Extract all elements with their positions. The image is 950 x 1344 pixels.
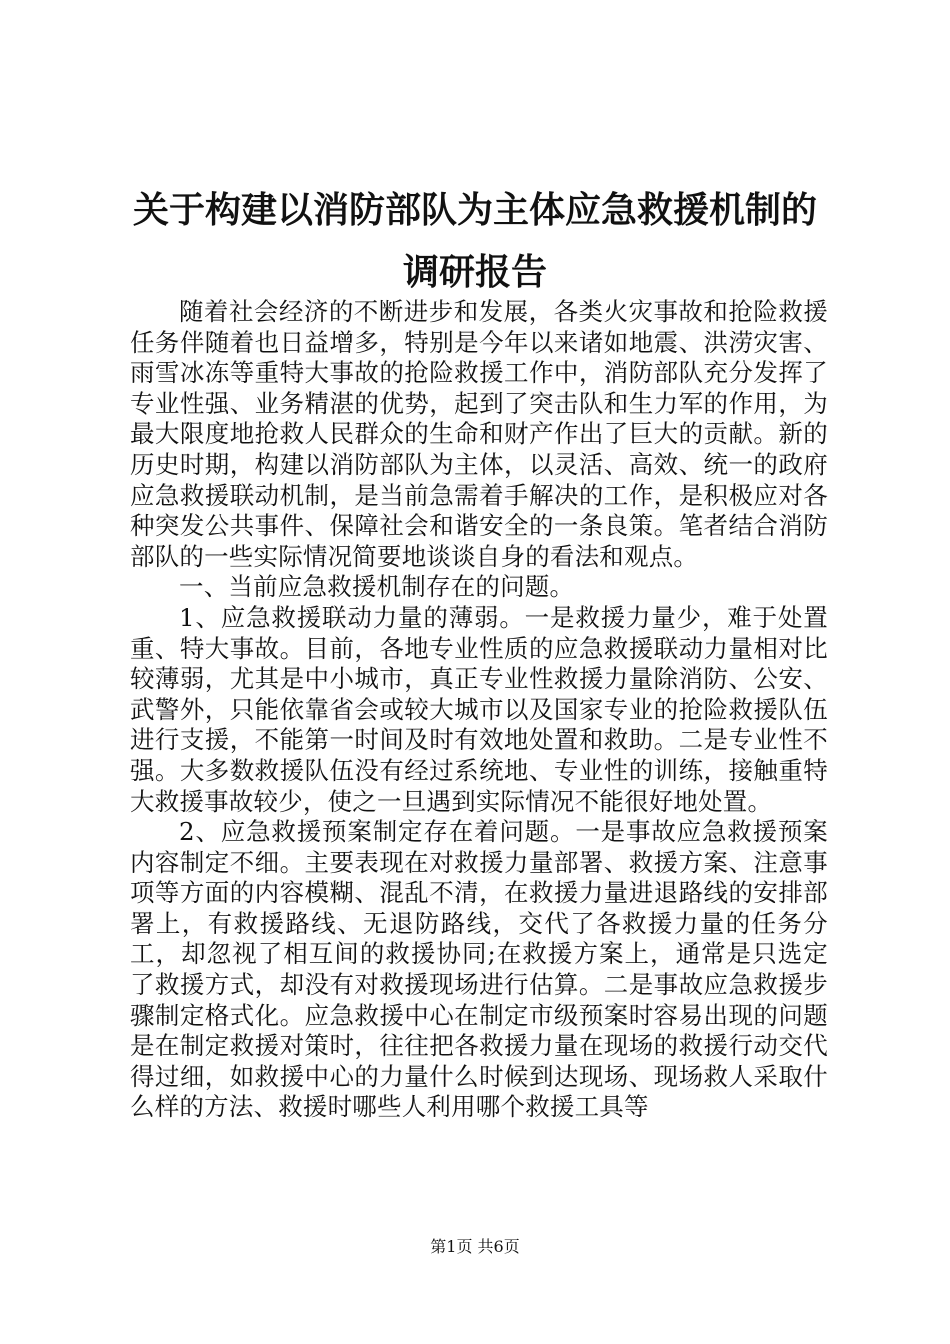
section-heading-problems: 一、当前应急救援机制存在的问题。 [179, 572, 575, 602]
paragraph-rescue-plans: 2、应急救援预案制定存在着问题。一是事故应急救援预案内容制定不细。主要表现在对救援力量部署、救援方案、注意事项等方面的内容模糊、混乱不清，在救援力量进退路线的安排部署上，有救援路线、无退防路线，交代了各救援力量的任务分工，却忽视了相互间的救援协同;在救援方案上，通常是只选定了救援方式，却没有对救援现场进行估算。二是事故应急救援步骤制定格式化。应急救援中心在制定市级预案时容易出现的问题是在制定救援对策时，往往把各救援力量在现场的救援行动交代得过细，如救援中心的力量什么时候到达现场、现场救人采取什么样的方法、救援时哪些人利用哪个救援工具等 [130, 817, 828, 1122]
page-number-footer: 第1页 共6页 [430, 1237, 520, 1256]
paragraph-rescue-forces: 1、应急救援联动力量的薄弱。一是救援力量少，难于处置重、特大事故。目前，各地专业性质的应急救援联动力量相对比较薄弱，尤其是中小城市，真正专业性救援力量除消防、公安、武警外，只能依靠省会或较大城市以及国家专业的抢险救援队伍进行支援，不能第一时间及时有效地处置和救助。二是专业性不强。大多数救援队伍没有经过系统地、专业性的训练，接触重特大救援事故较少，使之一旦遇到实际情况不能很好地处置。 [130, 602, 828, 816]
document-body [130, 297, 828, 1123]
intro-paragraph: 随着社会经济的不断进步和发展，各类火灾事故和抢险救援任务伴随着也日益增多，特别是今年以来诸如地震、洪涝灾害、雨雪冰冻等重特大事故的抢险救援工作中，消防部队充分发挥了专业性强、业务精湛的优势，起到了突击队和生力军的作用，为最大限度地抢救人民群众的生命和财产作出了巨大的贡献。新的历史时期，构建以消防部队为主体，以灵活、高效、统一的政府应急救援联动机制，是当前急需着手解决的工作，是积极应对各种突发公共事件、保障社会和谐安全的一条良策。笔者结合消防部队的一些实际情况简要地谈谈自身的看法和观点。 [130, 297, 828, 571]
document-title: 关于构建以消防部队为主体应急救援机制的调研报告 [132, 190, 817, 293]
